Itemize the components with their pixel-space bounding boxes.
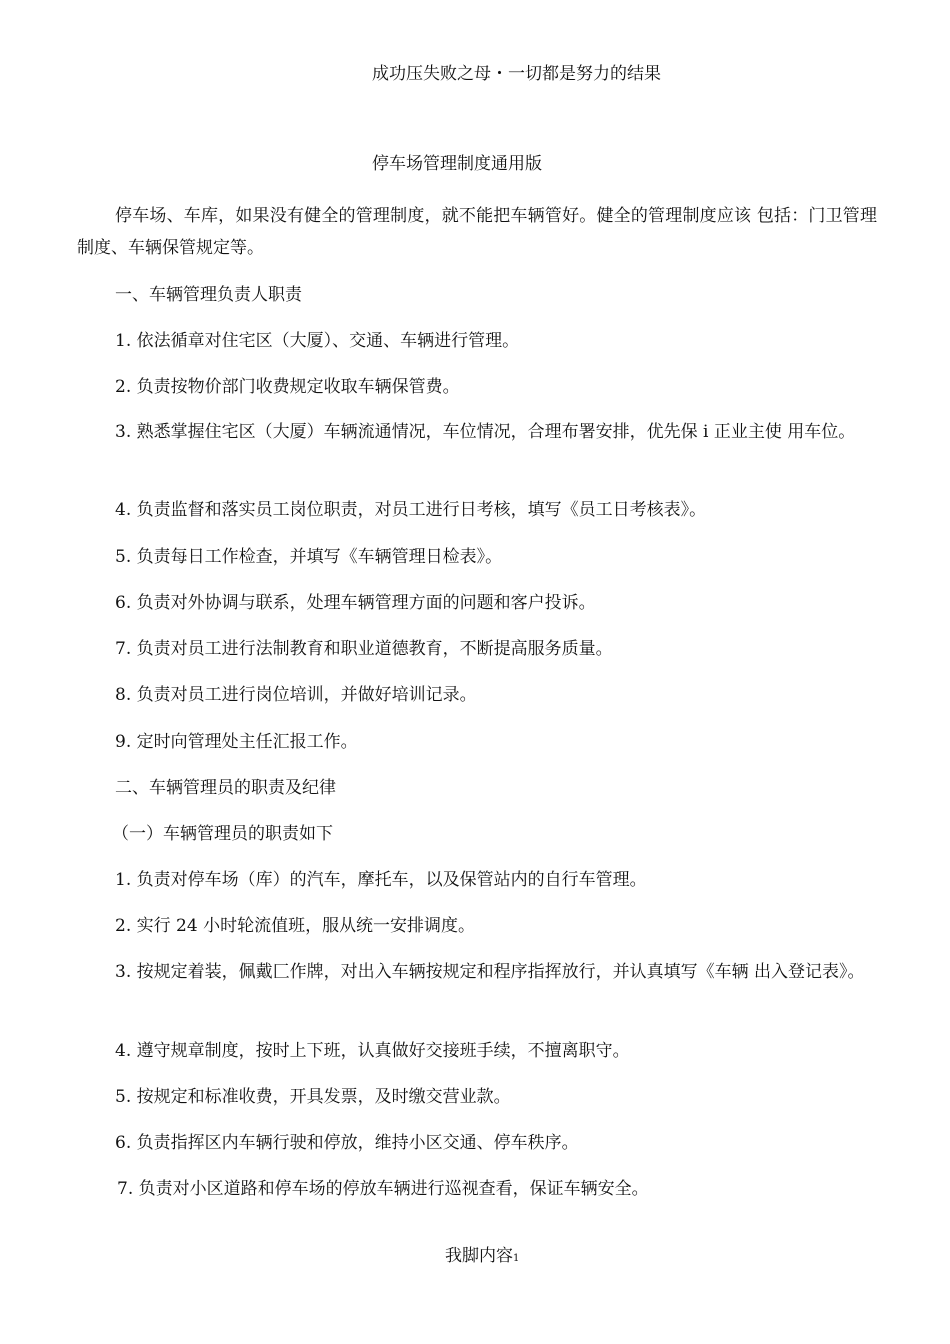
section2-item-4: 4. 遵守规章制度，按时上下班，认真做好交接班手续，不擅离职守。	[115, 1041, 630, 1061]
section2-item-3: 3. 按规定着装，佩戴匚作牌，对出入车辆按规定和程序指挥放行，并认真填写《车辆 出入登记表》。	[115, 962, 865, 982]
section1-item-2: 2. 负责按物价部门收费规定收取车辆保管费。	[115, 377, 460, 397]
section1-item-6: 6. 负责对外协调与联系，处理车辆管理方面的问题和客户投诉。	[115, 593, 596, 613]
page-footer	[445, 1244, 519, 1271]
section2-subheading: （一）车辆管理员的职责如下	[112, 824, 333, 844]
section1-item-5: 5. 负责每日工作检查，并填写《车辆管理日检表》。	[115, 547, 503, 567]
section2-item-7: 7. 负责对小区道路和停车场的停放车辆进行巡视查看，保证车辆安全。	[117, 1179, 649, 1199]
page-header: 成功压失败之母・一切都是努力的结果	[372, 64, 661, 84]
section1-item-1: 1. 依法循章对住宅区（大厦）、交通、车辆进行管理。	[115, 331, 520, 351]
section1-item-9: 9. 定时向管理处主任汇报工作。	[115, 732, 358, 752]
section1-item-7: 7. 负责对员工进行法制教育和职业道德教育，不断提高服务质量。	[115, 639, 613, 659]
section1-heading: 一、车辆管理负责人职责	[115, 285, 302, 305]
section2-item-1: 1. 负责对停车场（库）的汽车，摩托车，以及保管站内的自行车管理。	[115, 870, 647, 890]
page-number: 1	[513, 1253, 520, 1264]
section1-item-4: 4. 负责监督和落实员工岗位职责，对员工进行日考核，填写《员工日考核表》。	[115, 500, 707, 520]
section2-heading: 二、车辆管理员的职责及纪律	[115, 778, 336, 798]
footer-text: 我脚内容	[445, 1246, 513, 1266]
section1-item-8: 8. 负责对员工进行岗位培训，并做好培训记录。	[115, 685, 477, 705]
section2-item-2: 2. 实行 24 小时轮流值班，服从统一安排调度。	[115, 916, 476, 936]
section1-item-3: 3. 熟悉掌握住宅区（大厦）车辆流通情况，车位情况，合理布署安排，优先保 i 正业主使 用车位。	[115, 422, 856, 442]
section2-item-6: 6. 负责指挥区内车辆行驶和停放，维持小区交通、停车秩序。	[115, 1133, 579, 1153]
intro-paragraph: 停车场、车库，如果没有健全的管理制度，就不能把车辆管好。健全的管理制度应该 包括：门卫管理制度、车辆保管规定等。	[77, 206, 877, 258]
document-title: 停车场管理制度通用版	[372, 154, 542, 174]
section2-item-5: 5. 按规定和标准收费，开具发票，及时缴交营业款。	[115, 1087, 511, 1107]
